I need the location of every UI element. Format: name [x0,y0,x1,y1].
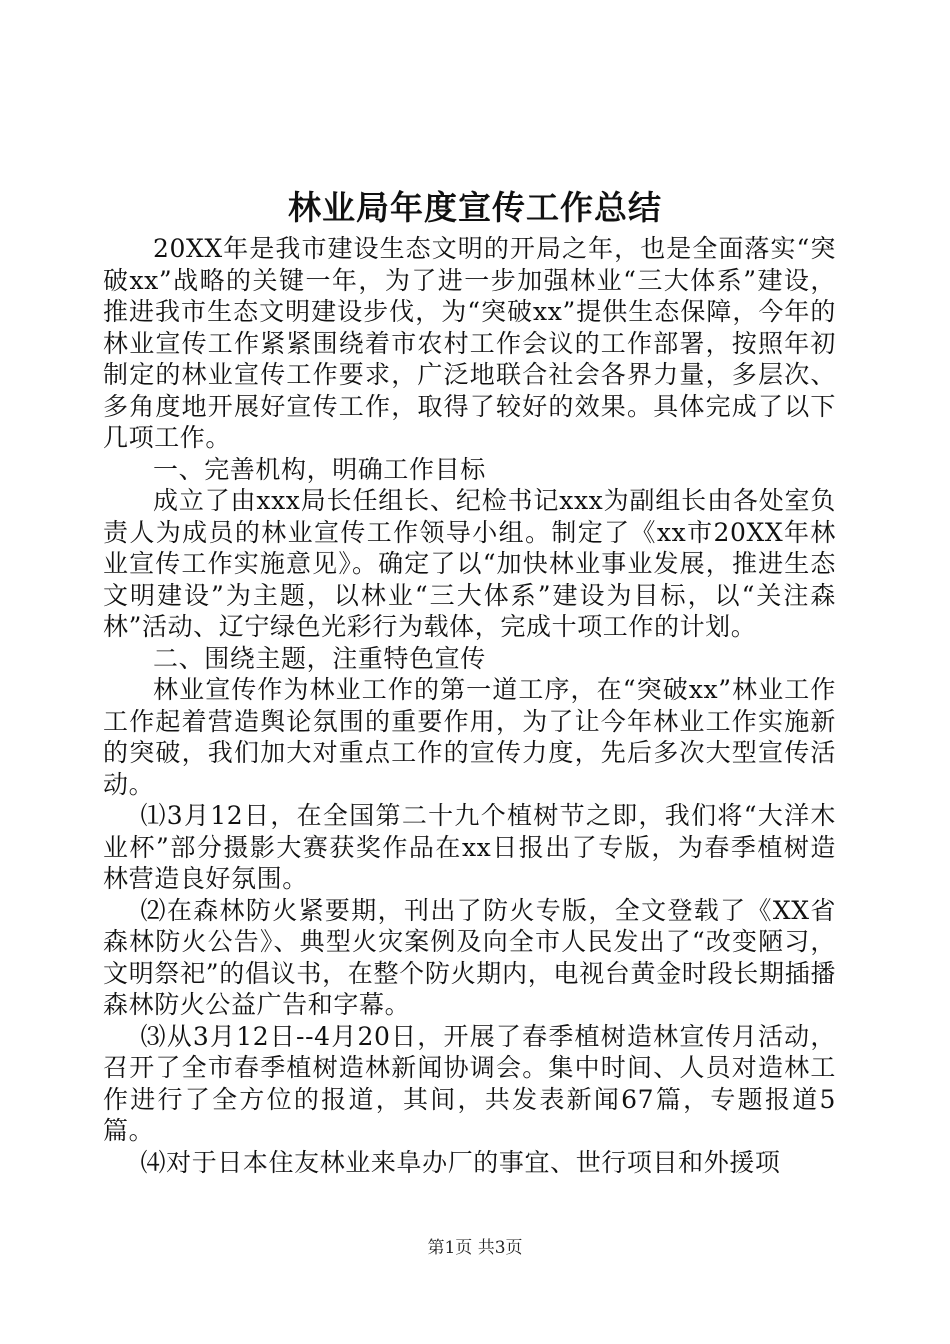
document-body [103,233,836,1178]
document-title: 林业局年度宣传工作总结 [288,188,662,227]
section-heading-2: 二、围绕主题，注重特色宣传 [153,643,486,673]
page-number-footer: 第1页 共3页 [427,1238,523,1258]
list-item: ⑴3月12日，在全国第二十九个植树节之即，我们将“大洋木业杯”部分摄影大赛获奖作品在xx日报出了专版，为春季植树造林营造良好氛围。 [103,801,836,893]
list-item: ⑷对于日本住友林业来阜办厂的事宜、世行项目和外援项 [140,1147,781,1177]
intro-paragraph: 20XX年是我市建设生态文明的开局之年，也是全面落实“突破xx”战略的关键一年，为了进一步加强林业“三大体系”建设，推进我市生态文明建设步伐，为“突破xx”提供生态保障，今年的林业宣传工作紧紧围绕着市农村工作会议的工作部署，按照年初制定的林业宣传工作要求，广泛地联合社会各界力量，多层次、多角度地开展好宣传工作，取得了较好的效果。具体完成了以下几项工作。 [103,234,836,452]
section-1-paragraph: 成立了由xxx局长任组长、纪检书记xxx为副组长由各处室负责人为成员的林业宣传工作领导小组。制定了《xx市20XX年林业宣传工作实施意见》。确定了以“加快林业事业发展，推进生态文明建设”为主题，以林业“三大体系”建设为目标，以“关注森林”活动、辽宁绿色光彩行为载体，完成十项工作的计划。 [103,486,836,641]
list-item: ⑶从3月12日--4月20日，开展了春季植树造林宣传月活动，召开了全市春季植树造林新闻协调会。集中时间、人员对造林工作进行了全方位的报道，其间，共发表新闻67篇，专题报道5篇。 [103,1021,836,1145]
section-2-paragraph: 林业宣传作为林业工作的第一道工序，在“突破xx”林业工作工作起着营造舆论氛围的重要作用，为了让今年林业工作实施新的突破，我们加大对重点工作的宣传力度，先后多次大型宣传活动。 [103,675,836,799]
list-item: ⑵在森林防火紧要期，刊出了防火专版，全文登载了《XX省森林防火公告》、典型火灾案例及向全市人民发出了“改变陋习，文明祭祀”的倡议书，在整个防火期内，电视台黄金时段长期插播森林防火公益广告和字幕。 [103,895,836,1019]
section-heading-1: 一、完善机构，明确工作目标 [153,454,486,484]
